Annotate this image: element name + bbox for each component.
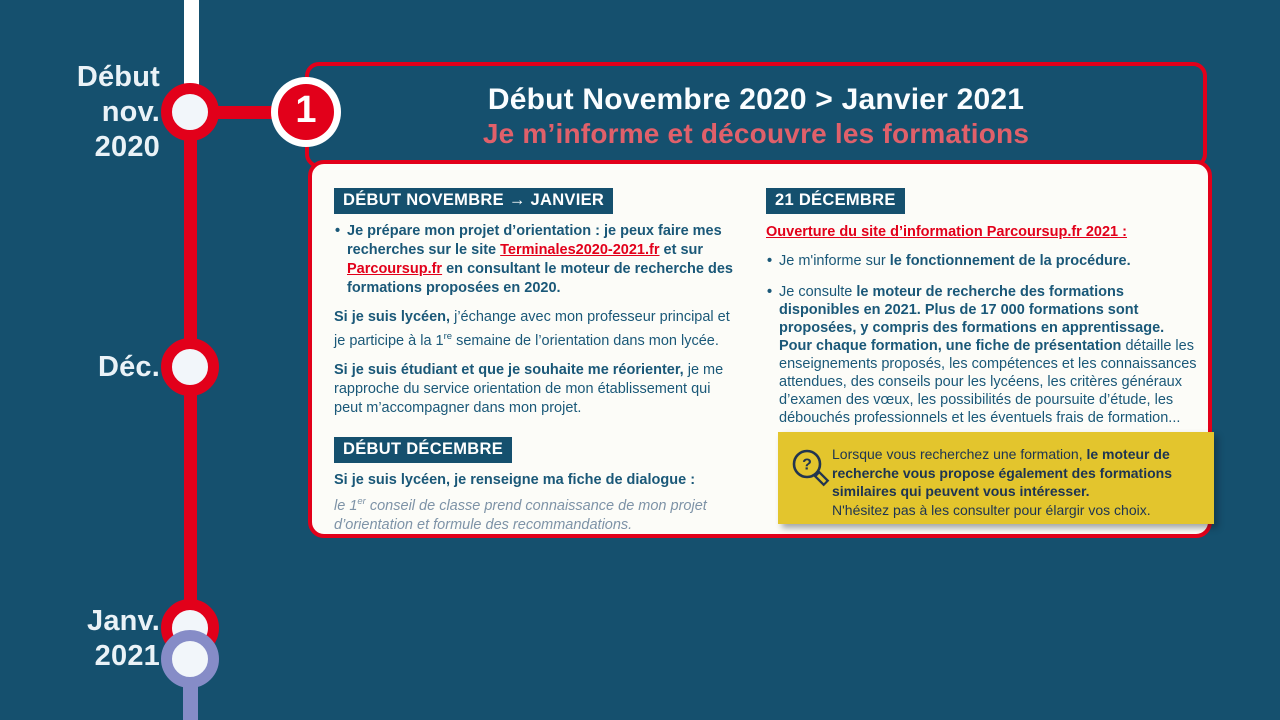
text-segment: je me rapproche du service orientation de mon établissement qui peut m’accompagner dans mon projet.: [334, 361, 724, 416]
section-debut-decembre: [334, 437, 742, 463]
paragraph-lyceen: [334, 308, 742, 351]
timeline-label-november: [0, 60, 160, 165]
text-segment: le 1: [334, 497, 358, 514]
timeline-label-december: [0, 350, 160, 385]
text-segment: N'hésitez pas à les consulter pour élargir vos choix.: [832, 501, 1151, 518]
text-segment: et sur: [659, 242, 704, 258]
timeline-label-line: Janv.: [86, 605, 160, 637]
text-segment: en consultant le moteur de recherche des formations proposées en 2020.: [347, 261, 733, 296]
text-segment: le moteur de recherche des formations disponibles en 2021. Plus de 17 000 formations sont proposées, y compris des formations en apprentissage. Pour chaque formation, une fiche de présentation: [779, 284, 1165, 354]
text-segment: le moteur de recherche vous propose également des formations similaires qui peuvent vous intéresser.: [832, 446, 1172, 499]
text-segment: j’échange avec mon professeur principal et je participe à la 1: [334, 309, 730, 349]
paragraph-conseil-classe: [334, 492, 742, 535]
link-parcoursup-fr[interactable]: Parcoursup.fr: [347, 261, 443, 277]
paragraph-etudiant: [334, 361, 742, 418]
timeline-label-line: nov.: [101, 96, 160, 128]
text-segment: détaille les enseignements proposés, les compétences et les connaissances attendues, des conseils pour les lycéens, les critères généraux d’examen des vœux, les possibilités de poursuite d’étude, les débouchés professionnels et les éventuels frais de formation...: [779, 338, 1197, 426]
heading-ouverture-parcoursup: Ouverture du site d’information Parcoursup.fr 2021 :: [766, 224, 1127, 240]
text-segment: le fonctionnement de la procédure.: [889, 253, 1131, 269]
paragraph-moteur-recherche: [766, 283, 1198, 427]
page-subtitle: Je m’informe et découvre les formations: [482, 117, 1030, 149]
section-badge-21-decembre: 21 DÉCEMBRE: [766, 188, 905, 214]
superscript: re: [443, 331, 453, 342]
section-badge-debut-decembre: DÉBUT DÉCEMBRE: [334, 437, 512, 463]
page-title: Début Novembre 2020 > Janvier 2021: [487, 82, 1025, 116]
superscript: er: [357, 495, 366, 507]
paragraph-fonctionnement: [766, 252, 1198, 271]
timeline-label-january: [0, 604, 160, 674]
paragraph-prepare-project: [334, 222, 742, 298]
svg-text:?: ?: [802, 456, 812, 474]
text-segment: semaine de l’orientation dans mon lycée.: [452, 332, 719, 349]
header-card: [305, 62, 1207, 168]
tip-text: [832, 445, 1204, 519]
step-1-badge: [271, 77, 341, 147]
timeline-node-december: [161, 338, 219, 396]
timeline-label-line: Début: [76, 61, 160, 93]
column-november-january: [334, 188, 742, 535]
timeline-node-january: [161, 630, 219, 688]
timeline-label-line: 2021: [94, 640, 160, 672]
text-segment: Je prépare mon projet d’orientation : je peux faire mes recherches sur le site: [347, 223, 722, 258]
text-segment: Je m'informe sur: [779, 253, 890, 269]
column-21-decembre: [766, 188, 1198, 427]
timeline-node-november: [161, 83, 219, 141]
section-badge-nov-janv: DÉBUT NOVEMBRE → JANVIER: [334, 188, 613, 214]
timeline-label-line: 2020: [94, 131, 160, 163]
text-segment: Si je suis étudiant et que je souhaite me réorienter,: [334, 361, 684, 378]
tip-box-formations-similaires: [778, 432, 1214, 524]
paragraph-fiche-dialogue: Si je suis lycéen, je renseigne ma fiche de dialogue :: [334, 471, 696, 488]
text-segment: Je consulte: [779, 284, 857, 300]
timeline-label-line: Déc.: [97, 351, 160, 383]
text-segment: Lorsque vous recherchez une formation,: [832, 446, 1087, 462]
timeline-segment-top: [184, 0, 199, 93]
text-segment: conseil de classe prend connaissance de mon projet d’orientation et formule des recommandations.: [334, 497, 707, 533]
link-terminales2020-2021[interactable]: Terminales2020-2021.fr: [500, 242, 660, 258]
question-magnifier-icon: [788, 448, 836, 501]
text-segment: Si je suis lycéen,: [334, 309, 451, 325]
step-1-number: 1: [278, 84, 334, 140]
